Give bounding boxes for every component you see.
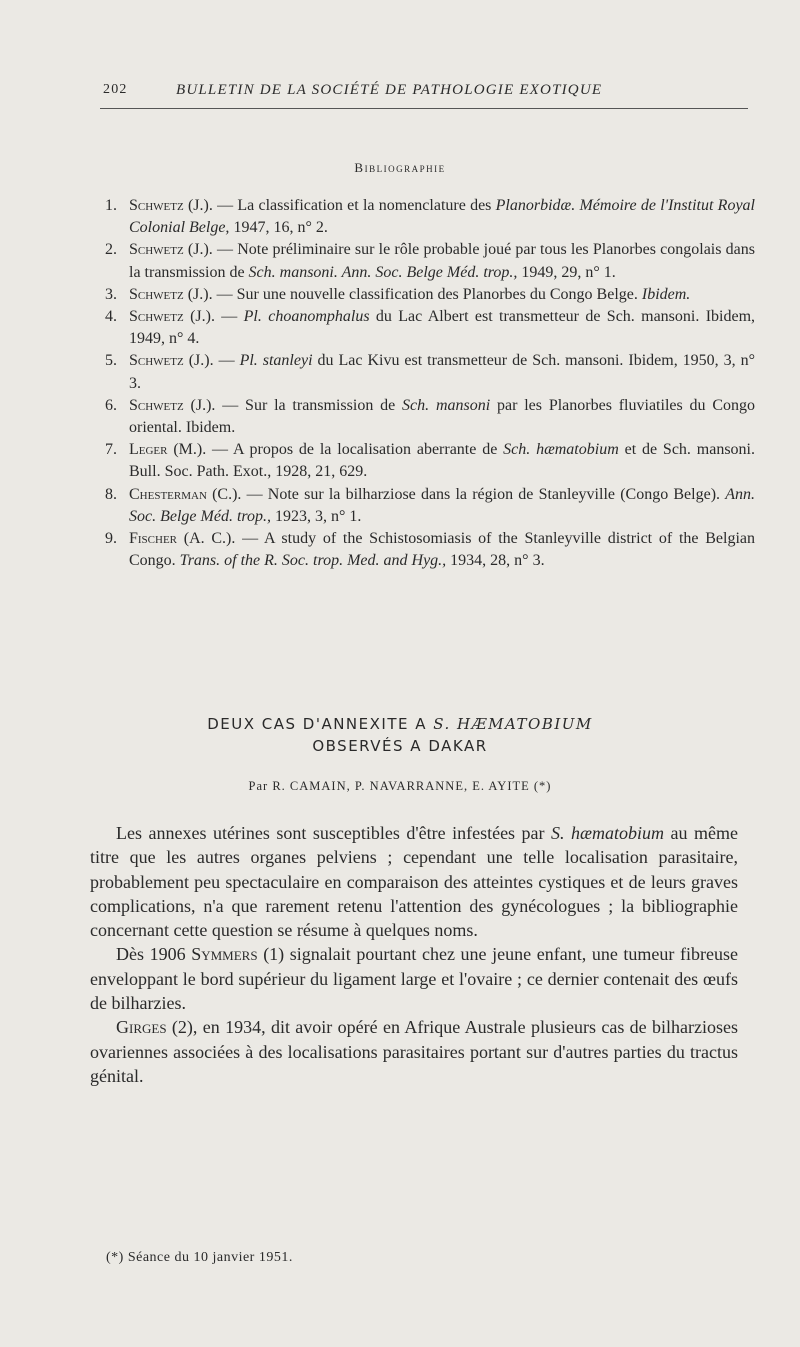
- reference-item: 7. Leger (M.). — A propos de la localisation aberrante de Sch. hæmatobium et de Sch. mansoni. Bull. Soc. Path. Exot., 1928, 21, 629.: [105, 441, 755, 481]
- reference-item: 5. Schwetz (J.). — Pl. stanleyi du Lac Kivu est transmetteur de Sch. mansoni. Ibidem, 1950, 3, n° 3.: [105, 352, 756, 392]
- article-title-species: S. HÆMATOBIUM: [433, 715, 593, 733]
- journal-title: BULLETIN DE LA SOCIÉTÉ DE PATHOLOGIE EXOTIQUE: [176, 82, 603, 98]
- reference-list: [105, 195, 755, 572]
- reference-item: 4. Schwetz (J.). — Pl. choanomphalus du Lac Albert est transmetteur de Sch. mansoni. Ibidem, 1949, n° 4.: [105, 308, 756, 348]
- article-title: [0, 713, 800, 757]
- running-header: [103, 78, 753, 102]
- reference-item: 1. Schwetz (J.). — La classification et la nomenclature des Planorbidæ. Mémoire de l'Institut Royal Colonial Belge, 1947, 16, n° 2.: [105, 197, 755, 237]
- reference-item: 8. Chesterman (C.). — Note sur la bilharziose dans la région de Stanleyville (Congo Belge). Ann. Soc. Belge Méd. trop., 1923, 3, n° 1.: [105, 485, 755, 525]
- article-title-line1: DEUX CAS D'ANNEXITE A: [207, 715, 434, 733]
- reference-item: 9. Fischer (A. C.). — A study of the Schistosomiasis of the Stanleyville district of the Belgian Congo. Trans. of the R. Soc. trop. Med. and Hyg., 1934, 28, n° 3.: [105, 530, 755, 570]
- paragraph-2: Dès 1906 Symmers (1) signalait pourtant chez une jeune enfant, une tumeur fibreuse enveloppant le bord supérieur du ligament large et l'ovaire ; ce dernier contenait des œufs de bilharzies.: [90, 944, 738, 1014]
- article-authors: Par R. CAMAIN, P. NAVARRANNE, E. AYITE (*): [248, 779, 552, 793]
- paragraph-3: Girges (2), en 1934, dit avoir opéré en Afrique Australe plusieurs cas de bilharzioses ovariennes associées à des localisations parasitaires portant sur d'autres parties du tractus génital.: [90, 1017, 738, 1086]
- paragraph-1: Les annexes utérines sont susceptibles d'être infestées par S. hæmatobium au même titre que les autres organes pelviens ; cependant une telle localisation parasitaire, probablement peu spectaculaire en comparaison des atteintes cystiques et de leurs graves complications, n'a que rarement retenu l'attention des gynécologues ; la bibliographie concernant cette question se résume à quelques noms.: [90, 823, 738, 941]
- reference-item: 3. Schwetz (J.). — Sur une nouvelle classification des Planorbes du Congo Belge. Ibidem.: [105, 285, 691, 303]
- footnote: (*) Séance du 10 janvier 1951.: [106, 1250, 293, 1265]
- reference-item: 6. Schwetz (J.). — Sur la transmission de Sch. mansoni par les Planorbes fluviatiles du Congo oriental. Ibidem.: [105, 396, 756, 437]
- header-rule: [100, 108, 748, 109]
- article-body: [90, 821, 738, 1088]
- page-number: 202: [103, 82, 128, 97]
- reference-item: 2. Schwetz (J.). — Note préliminaire sur le rôle probable joué par tous les Planorbes congolais dans la transmission de Sch. mansoni. Ann. Soc. Belge Méd. trop., 1949, 29, n° 1.: [105, 241, 755, 281]
- bibliography-heading: Bibliographie: [354, 160, 446, 175]
- article-title-line2: OBSERVÉS A DAKAR: [312, 737, 488, 755]
